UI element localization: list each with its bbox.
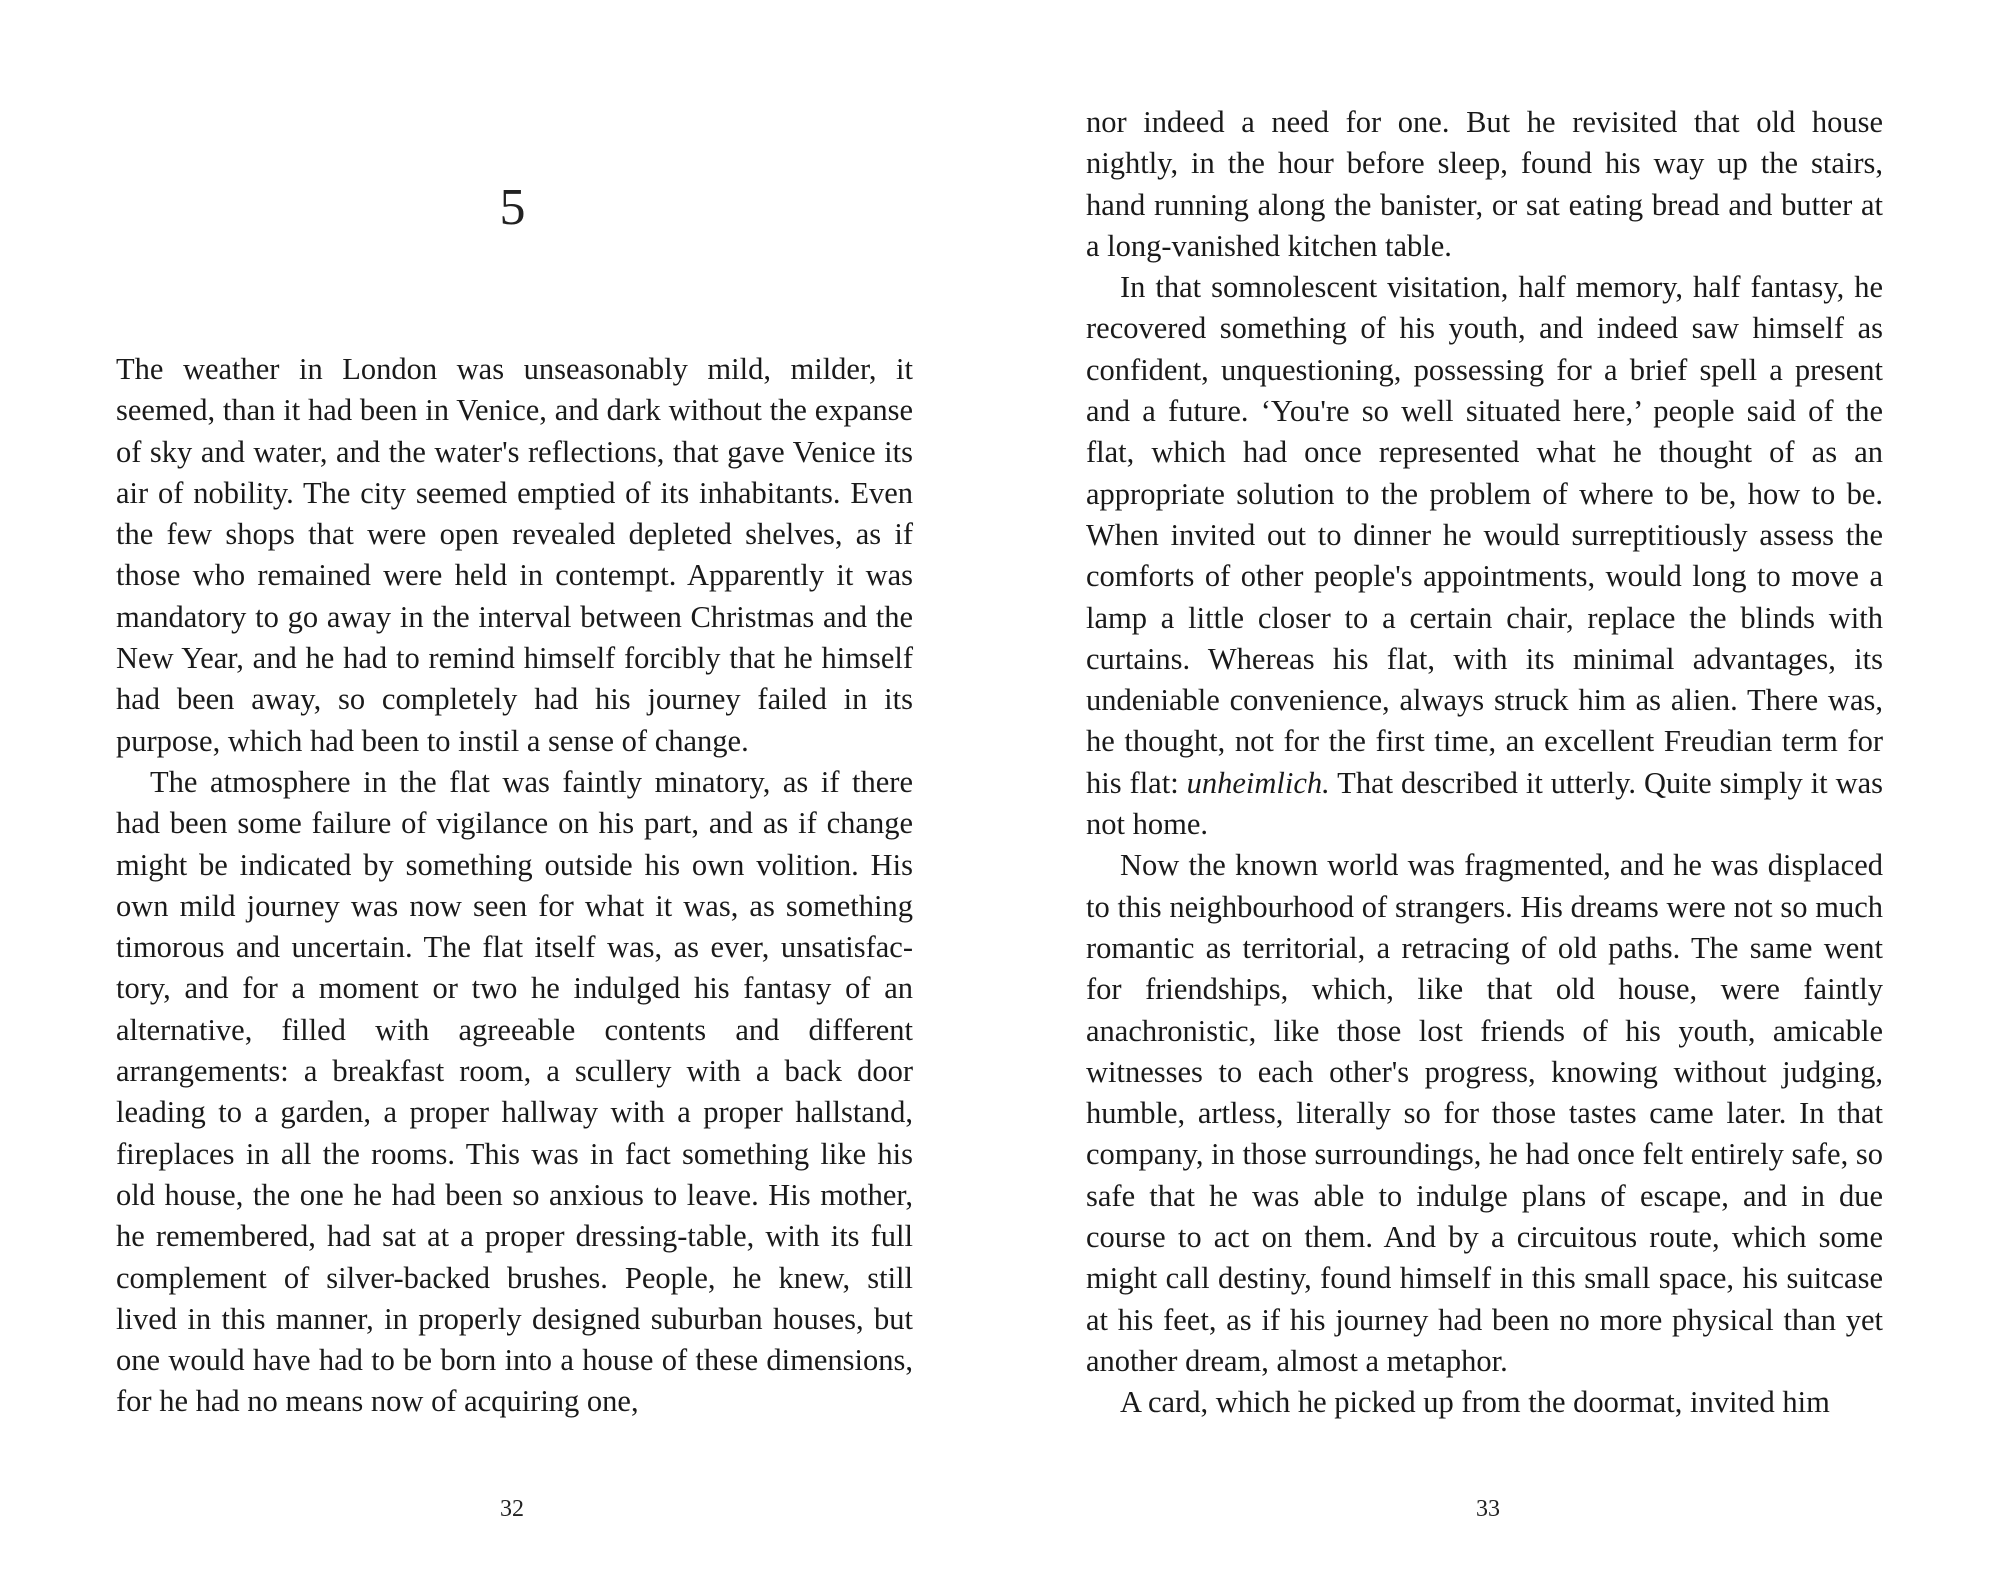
paragraph-text: That described it utterly. Quite simply it was not home. [1086, 765, 1883, 842]
left-page-body [116, 349, 913, 1423]
paragraph [1086, 267, 1883, 845]
paragraph: The atmosphere in the flat was faintly minatory, as if there had been some failure of vigilance on his part, and as if change might be indicated by something outside his own volition. His own mild journey was now seen for what it was, as something timorous and uncertain. The flat itself was, as ever, unsatisfactory, and for a moment or two he indulged his fantasy of an alternative, filled with agreeable contents and different arrangements: a breakfast room, a scullery with a back door leading to a garden, a proper hallway with a proper hallstand, fireplaces in all the rooms. This was in fact something like his old house, the one he had been so anxious to leave. His mother, he remembered, had sat at a proper dressing-table, with its full complement of silver-backed brushes. People, he knew, still lived in this manner, in properly designed suburban houses, but one would have had to be born into a house of these dimensions, for he had no means now of acquiring one, [116, 764, 913, 1419]
page-number-right: 33 [1476, 1496, 1500, 1522]
italic-term: unheimlich. [1186, 765, 1330, 800]
right-page-body [1086, 102, 1883, 1424]
paragraph: Now the known world was fragmented, and he was displaced to this neighbourhood of strangers. His dreams were not so much romantic as territorial, a retracing of old paths. The same went for friendships, which, like that old house, were faintly anachronistic, like those lost friends of his youth, amicable witnesses to each other's progress, knowing without judging, humble, artless, literally so for those tastes came later. In that company, in those surroundings, he had once felt entirely safe, so safe that he was able to indulge plans of escape, and in due course to act on them. And by a circuitous route, which some might call destiny, found himself in this small space, his suitcase at his feet, as if his journey had been no more physical than yet another dream, almost a metaphor. [1086, 848, 1883, 1378]
paragraph: A card, which he picked up from the doormat, invited him [1120, 1385, 1830, 1420]
page-number-left: 32 [500, 1496, 524, 1522]
right-page [1000, 0, 2000, 1591]
paragraph-text: In that somnolescent visitation, half memory, half fantasy, he recovered something of his youth, and indeed saw himself as confident, unquestioning, possessing for a brief spell a present and a future. ‘You're so well situated here,’ people said of the flat, which had once represented what he thought of as an appropriate solution to the problem of where to be, how to be. When invited out to dinner he would surreptitiously assess the comforts of other people's appointments, would long to move a lamp a little closer to a certain chair, replace the blinds with curtains. Whereas his flat, with its minimal advantages, its undeniable convenience, always struck him as alien. There was, he thought, not for the first time, an excellent Freudian term for his flat: [1086, 270, 1883, 800]
paragraph: nor indeed a need for one. But he revisited that old house nightly, in the hour before sleep, found his way up the stairs, hand running along the banister, or sat eating bread and butter at a long-vanished kitchen table. [1086, 105, 1883, 263]
paragraph: The weather in London was unseasonably mild, milder, it seemed, than it had been in Venice, and dark without the expanse of sky and water, and the water's reflections, that gave Venice its air of nobility. The city seemed emptied of its inhabitants. Even the few shops that were open revealed depleted shelves, as if those who remained were held in contempt. Apparently it was mandatory to go away in the interval between Christmas and the New Year, and he had to remind himself forcibly that he himself had been away, so completely had his journey failed in its purpose, which had been to instil a sense of change. [116, 352, 913, 758]
chapter-number: 5 [499, 179, 526, 236]
